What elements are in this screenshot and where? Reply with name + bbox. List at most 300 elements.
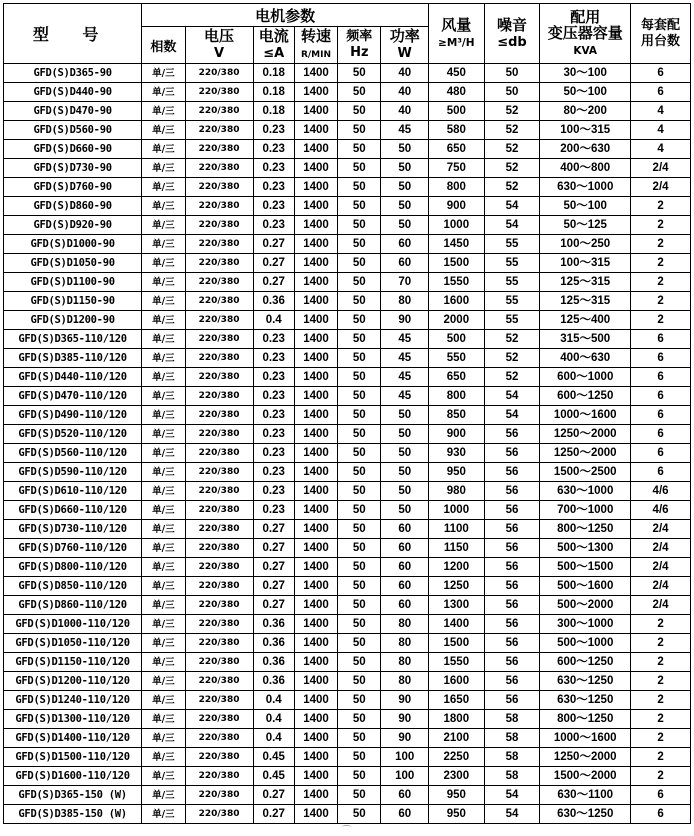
airflow-cell: 1200	[428, 558, 484, 577]
noise-cell: 54	[484, 786, 540, 805]
table-row	[4, 292, 691, 311]
table-row	[4, 463, 691, 482]
voltage-cell: 220/380	[185, 273, 253, 292]
airflow-cell: 480	[428, 83, 484, 102]
phase-cell: 单/三	[142, 330, 185, 349]
current-cell: 0.18	[253, 64, 294, 83]
airflow-cell: 800	[428, 178, 484, 197]
voltage-cell: 220/380	[185, 311, 253, 330]
transformer-capacity-cell: 200～630	[540, 140, 631, 159]
table-row	[4, 558, 691, 577]
voltage-cell: 220/380	[185, 748, 253, 767]
noise-cell: 52	[484, 140, 540, 159]
model-cell: GFD(S)D1400-110/120	[4, 729, 142, 748]
voltage-cell: 220/380	[185, 691, 253, 710]
voltage-cell: 220/380	[185, 349, 253, 368]
voltage-cell: 220/380	[185, 615, 253, 634]
current-cell: 0.45	[253, 748, 294, 767]
transformer-capacity-cell: 315～500	[540, 330, 631, 349]
speed-cell: 1400	[294, 235, 337, 254]
current-cell: 0.4	[253, 311, 294, 330]
table-row	[4, 311, 691, 330]
noise-cell: 54	[484, 387, 540, 406]
transformer-capacity-cell: 80～200	[540, 102, 631, 121]
frequency-cell: 50	[338, 767, 381, 786]
model-cell: GFD(S)D385-110/120	[4, 349, 142, 368]
speed-cell: 1400	[294, 64, 337, 83]
power-cell: 80	[381, 672, 429, 691]
frequency-cell: 50	[338, 254, 381, 273]
airflow-cell: 900	[428, 197, 484, 216]
current-cell: 0.23	[253, 387, 294, 406]
transformer-capacity-cell: 630～1100	[540, 786, 631, 805]
units-per-set-cell: 2/4	[631, 178, 691, 197]
frequency-header	[338, 27, 381, 64]
model-cell: GFD(S)D730-90	[4, 159, 142, 178]
speed-cell: 1400	[294, 767, 337, 786]
model-cell: GFD(S)D1600-110/120	[4, 767, 142, 786]
transformer-capacity-cell: 700～1000	[540, 501, 631, 520]
frequency-cell: 50	[338, 672, 381, 691]
frequency-cell: 50	[338, 615, 381, 634]
power-cell: 70	[381, 273, 429, 292]
scroll-marker: ⌒	[342, 826, 352, 836]
power-cell: 60	[381, 235, 429, 254]
table-row	[4, 577, 691, 596]
transformer-capacity-cell: 1500～2500	[540, 463, 631, 482]
speed-cell: 1400	[294, 539, 337, 558]
phase-cell: 单/三	[142, 653, 185, 672]
table-row	[4, 273, 691, 292]
noise-cell: 52	[484, 349, 540, 368]
current-cell: 0.23	[253, 368, 294, 387]
units-per-set-cell: 2	[631, 653, 691, 672]
speed-header	[294, 27, 337, 64]
units-per-label: 每套配	[641, 17, 681, 33]
voltage-cell: 220/380	[185, 444, 253, 463]
transformer-capacity-cell: 630～1000	[540, 482, 631, 501]
units-per-set-cell: 4	[631, 121, 691, 140]
frequency-cell: 50	[338, 216, 381, 235]
airflow-cell: 850	[428, 406, 484, 425]
transformer-capacity-cell: 125～315	[540, 292, 631, 311]
model-cell: GFD(S)D1100-90	[4, 273, 142, 292]
power-unit: W	[397, 46, 412, 61]
speed-cell: 1400	[294, 292, 337, 311]
phase-cell: 单/三	[142, 596, 185, 615]
phase-cell: 单/三	[142, 159, 185, 178]
airflow-cell: 500	[428, 330, 484, 349]
frequency-cell: 50	[338, 387, 381, 406]
current-cell: 0.27	[253, 520, 294, 539]
table-row	[4, 159, 691, 178]
current-cell: 0.36	[253, 672, 294, 691]
frequency-cell: 50	[338, 140, 381, 159]
power-cell: 90	[381, 729, 429, 748]
units-per-set-cell: 2/4	[631, 596, 691, 615]
airflow-cell: 1600	[428, 672, 484, 691]
transformer-capacity-cell: 600～1250	[540, 387, 631, 406]
header-row-top	[4, 4, 691, 27]
frequency-cell: 50	[338, 311, 381, 330]
power-cell: 60	[381, 577, 429, 596]
current-header	[253, 27, 294, 64]
phase-cell: 单/三	[142, 786, 185, 805]
airflow-cell: 2250	[428, 748, 484, 767]
power-cell: 60	[381, 539, 429, 558]
voltage-cell: 220/380	[185, 368, 253, 387]
units-per-label-line2: 用台数	[641, 33, 681, 49]
phase-cell: 单/三	[142, 805, 185, 824]
frequency-cell: 50	[338, 501, 381, 520]
frequency-unit: Hz	[350, 45, 369, 60]
noise-cell: 56	[484, 539, 540, 558]
units-per-set-cell: 6	[631, 330, 691, 349]
units-per-set-cell: 2/4	[631, 539, 691, 558]
noise-cell: 56	[484, 444, 540, 463]
table-row	[4, 767, 691, 786]
transformer-capacity-cell: 500～2000	[540, 596, 631, 615]
current-cell: 0.23	[253, 444, 294, 463]
airflow-cell: 1100	[428, 520, 484, 539]
table-row	[4, 235, 691, 254]
airflow-cell: 900	[428, 425, 484, 444]
units-per-set-cell: 2	[631, 254, 691, 273]
voltage-cell: 220/380	[185, 254, 253, 273]
frequency-cell: 50	[338, 805, 381, 824]
frequency-cell: 50	[338, 634, 381, 653]
transformer-capacity-cell: 400～630	[540, 349, 631, 368]
phase-cell: 单/三	[142, 463, 185, 482]
airflow-cell: 950	[428, 805, 484, 824]
table-row	[4, 102, 691, 121]
power-header	[381, 27, 429, 64]
noise-cell: 52	[484, 121, 540, 140]
frequency-cell: 50	[338, 197, 381, 216]
speed-cell: 1400	[294, 368, 337, 387]
table-row	[4, 710, 691, 729]
phase-cell: 单/三	[142, 634, 185, 653]
units-per-set-cell: 2	[631, 729, 691, 748]
airflow-cell: 2000	[428, 311, 484, 330]
frequency-cell: 50	[338, 653, 381, 672]
units-per-set-cell: 2	[631, 672, 691, 691]
model-cell: GFD(S)D610-110/120	[4, 482, 142, 501]
noise-cell: 56	[484, 482, 540, 501]
phase-cell: 单/三	[142, 501, 185, 520]
current-cell: 0.27	[253, 577, 294, 596]
table-row	[4, 254, 691, 273]
noise-label: 噪音	[496, 15, 527, 34]
transformer-capacity-cell: 50～100	[540, 83, 631, 102]
airflow-cell: 1800	[428, 710, 484, 729]
airflow-cell: 800	[428, 387, 484, 406]
units-per-set-cell: 2/4	[631, 159, 691, 178]
airflow-cell: 2100	[428, 729, 484, 748]
noise-cell: 54	[484, 805, 540, 824]
speed-cell: 1400	[294, 178, 337, 197]
voltage-label: 电压	[204, 27, 235, 45]
power-cell: 45	[381, 330, 429, 349]
power-cell: 40	[381, 83, 429, 102]
model-cell: GFD(S)D440-110/120	[4, 368, 142, 387]
phase-cell: 单/三	[142, 387, 185, 406]
phase-cell: 单/三	[142, 729, 185, 748]
units-per-set-cell: 4	[631, 140, 691, 159]
current-cell: 0.4	[253, 710, 294, 729]
phase-cell: 单/三	[142, 710, 185, 729]
power-cell: 90	[381, 710, 429, 729]
frequency-cell: 50	[338, 292, 381, 311]
current-cell: 0.23	[253, 121, 294, 140]
noise-cell: 52	[484, 102, 540, 121]
frequency-cell: 50	[338, 596, 381, 615]
noise-cell: 55	[484, 273, 540, 292]
model-cell: GFD(S)D470-110/120	[4, 387, 142, 406]
phase-cell: 单/三	[142, 691, 185, 710]
model-cell: GFD(S)D1050-110/120	[4, 634, 142, 653]
current-cell: 0.27	[253, 596, 294, 615]
model-cell: GFD(S)D760-110/120	[4, 539, 142, 558]
transformer-capacity-cell: 630～1000	[540, 178, 631, 197]
voltage-cell: 220/380	[185, 425, 253, 444]
noise-cell: 55	[484, 292, 540, 311]
speed-label: 转速	[300, 26, 331, 45]
airflow-cell: 500	[428, 102, 484, 121]
phase-cell: 单/三	[142, 425, 185, 444]
model-cell: GFD(S)D860-90	[4, 197, 142, 216]
model-cell: GFD(S)D1000-110/120	[4, 615, 142, 634]
airflow-cell: 1650	[428, 691, 484, 710]
table-row	[4, 805, 691, 824]
power-cell: 50	[381, 425, 429, 444]
transformer-capacity-cell: 630～1250	[540, 691, 631, 710]
model-cell: GFD(S)D1150-110/120	[4, 653, 142, 672]
units-per-header	[631, 4, 691, 64]
frequency-cell: 50	[338, 444, 381, 463]
airflow-cell: 1600	[428, 292, 484, 311]
units-per-set-cell: 2	[631, 767, 691, 786]
noise-cell: 56	[484, 596, 540, 615]
speed-cell: 1400	[294, 254, 337, 273]
speed-cell: 1400	[294, 311, 337, 330]
speed-cell: 1400	[294, 482, 337, 501]
transformer-unit: KVA	[573, 44, 598, 57]
phase-cell: 单/三	[142, 558, 185, 577]
airflow-cell: 1300	[428, 596, 484, 615]
speed-cell: 1400	[294, 501, 337, 520]
transformer-capacity-cell: 1250～2000	[540, 444, 631, 463]
model-cell: GFD(S)D365-90	[4, 64, 142, 83]
table-row	[4, 729, 691, 748]
airflow-cell: 950	[428, 786, 484, 805]
frequency-cell: 50	[338, 520, 381, 539]
power-cell: 60	[381, 805, 429, 824]
noise-cell: 52	[484, 368, 540, 387]
voltage-cell: 220/380	[185, 121, 253, 140]
power-cell: 50	[381, 178, 429, 197]
voltage-cell: 220/380	[185, 539, 253, 558]
motor-params-header: 电机参数	[142, 4, 429, 27]
phase-cell: 单/三	[142, 520, 185, 539]
airflow-unit: ≥M³/H	[438, 36, 475, 49]
noise-header	[484, 4, 540, 64]
speed-cell: 1400	[294, 463, 337, 482]
current-cell: 0.27	[253, 539, 294, 558]
power-cell: 40	[381, 64, 429, 83]
power-cell: 80	[381, 292, 429, 311]
phase-cell: 单/三	[142, 577, 185, 596]
current-unit: ≤A	[263, 46, 285, 61]
speed-cell: 1400	[294, 387, 337, 406]
voltage-cell: 220/380	[185, 197, 253, 216]
power-cell: 50	[381, 482, 429, 501]
noise-cell: 52	[484, 159, 540, 178]
speed-cell: 1400	[294, 444, 337, 463]
table-row	[4, 64, 691, 83]
power-cell: 100	[381, 748, 429, 767]
current-cell: 0.23	[253, 140, 294, 159]
units-per-set-cell: 6	[631, 406, 691, 425]
table-row	[4, 520, 691, 539]
voltage-cell: 220/380	[185, 520, 253, 539]
speed-cell: 1400	[294, 615, 337, 634]
units-per-set-cell: 2	[631, 273, 691, 292]
model-cell: GFD(S)D1050-90	[4, 254, 142, 273]
model-cell: GFD(S)D850-110/120	[4, 577, 142, 596]
noise-cell: 56	[484, 653, 540, 672]
noise-cell: 58	[484, 710, 540, 729]
frequency-cell: 50	[338, 235, 381, 254]
power-cell: 60	[381, 558, 429, 577]
frequency-cell: 50	[338, 349, 381, 368]
speed-cell: 1400	[294, 330, 337, 349]
frequency-cell: 50	[338, 786, 381, 805]
table-row	[4, 748, 691, 767]
current-label: 电流	[258, 27, 289, 45]
power-cell: 45	[381, 349, 429, 368]
current-cell: 0.23	[253, 482, 294, 501]
power-cell: 90	[381, 691, 429, 710]
voltage-cell: 220/380	[185, 577, 253, 596]
table-row	[4, 634, 691, 653]
voltage-cell: 220/380	[185, 653, 253, 672]
transformer-label-line2: 变压器容量	[547, 23, 623, 42]
units-per-set-cell: 6	[631, 387, 691, 406]
current-cell: 0.27	[253, 558, 294, 577]
airflow-cell: 450	[428, 64, 484, 83]
frequency-cell: 50	[338, 729, 381, 748]
voltage-cell: 220/380	[185, 235, 253, 254]
table-row	[4, 140, 691, 159]
noise-cell: 58	[484, 767, 540, 786]
frequency-cell: 50	[338, 406, 381, 425]
noise-cell: 56	[484, 520, 540, 539]
current-cell: 0.23	[253, 178, 294, 197]
phase-cell: 单/三	[142, 672, 185, 691]
airflow-cell: 1400	[428, 615, 484, 634]
transformer-capacity-cell: 1250～2000	[540, 748, 631, 767]
voltage-cell: 220/380	[185, 216, 253, 235]
speed-cell: 1400	[294, 140, 337, 159]
transformer-capacity-cell: 100～315	[540, 254, 631, 273]
phase-cell: 单/三	[142, 254, 185, 273]
frequency-cell: 50	[338, 691, 381, 710]
phase-cell: 单/三	[142, 406, 185, 425]
speed-cell: 1400	[294, 634, 337, 653]
phase-cell: 单/三	[142, 368, 185, 387]
model-cell: GFD(S)D860-110/120	[4, 596, 142, 615]
transformer-header	[540, 4, 631, 64]
phase-cell: 单/三	[142, 615, 185, 634]
power-cell: 45	[381, 121, 429, 140]
noise-cell: 55	[484, 235, 540, 254]
airflow-cell: 1000	[428, 216, 484, 235]
speed-cell: 1400	[294, 653, 337, 672]
units-per-set-cell: 2	[631, 615, 691, 634]
voltage-cell: 220/380	[185, 292, 253, 311]
voltage-cell: 220/380	[185, 767, 253, 786]
airflow-cell: 1250	[428, 577, 484, 596]
current-cell: 0.23	[253, 463, 294, 482]
model-cell: GFD(S)D520-110/120	[4, 425, 142, 444]
units-per-set-cell: 6	[631, 444, 691, 463]
speed-cell: 1400	[294, 273, 337, 292]
frequency-cell: 50	[338, 83, 381, 102]
current-cell: 0.27	[253, 235, 294, 254]
current-cell: 0.36	[253, 615, 294, 634]
speed-cell: 1400	[294, 710, 337, 729]
airflow-cell: 650	[428, 368, 484, 387]
noise-cell: 54	[484, 216, 540, 235]
current-cell: 0.27	[253, 273, 294, 292]
frequency-cell: 50	[338, 558, 381, 577]
model-cell: GFD(S)D1240-110/120	[4, 691, 142, 710]
transformer-capacity-cell: 600～1000	[540, 368, 631, 387]
airflow-cell: 650	[428, 140, 484, 159]
power-cell: 100	[381, 767, 429, 786]
airflow-cell: 950	[428, 463, 484, 482]
table-row	[4, 539, 691, 558]
transformer-capacity-cell: 630～1250	[540, 805, 631, 824]
units-per-set-cell: 2	[631, 691, 691, 710]
voltage-cell: 220/380	[185, 558, 253, 577]
phase-header: 相数	[142, 27, 185, 64]
transformer-capacity-cell: 500～1000	[540, 634, 631, 653]
table-row	[4, 444, 691, 463]
phase-cell: 单/三	[142, 197, 185, 216]
units-per-set-cell: 4/6	[631, 482, 691, 501]
speed-cell: 1400	[294, 805, 337, 824]
transformer-capacity-cell: 50～100	[540, 197, 631, 216]
voltage-cell: 220/380	[185, 83, 253, 102]
airflow-label: 风量	[441, 15, 472, 34]
table-row	[4, 178, 691, 197]
noise-cell: 52	[484, 178, 540, 197]
transformer-capacity-cell: 1000～1600	[540, 406, 631, 425]
speed-cell: 1400	[294, 729, 337, 748]
speed-cell: 1400	[294, 577, 337, 596]
current-cell: 0.23	[253, 349, 294, 368]
units-per-set-cell: 6	[631, 64, 691, 83]
current-cell: 0.45	[253, 767, 294, 786]
transformer-capacity-cell: 800～1250	[540, 520, 631, 539]
phase-cell: 单/三	[142, 311, 185, 330]
units-per-set-cell: 6	[631, 349, 691, 368]
units-per-set-cell: 2	[631, 710, 691, 729]
phase-cell: 单/三	[142, 349, 185, 368]
table-row	[4, 349, 691, 368]
